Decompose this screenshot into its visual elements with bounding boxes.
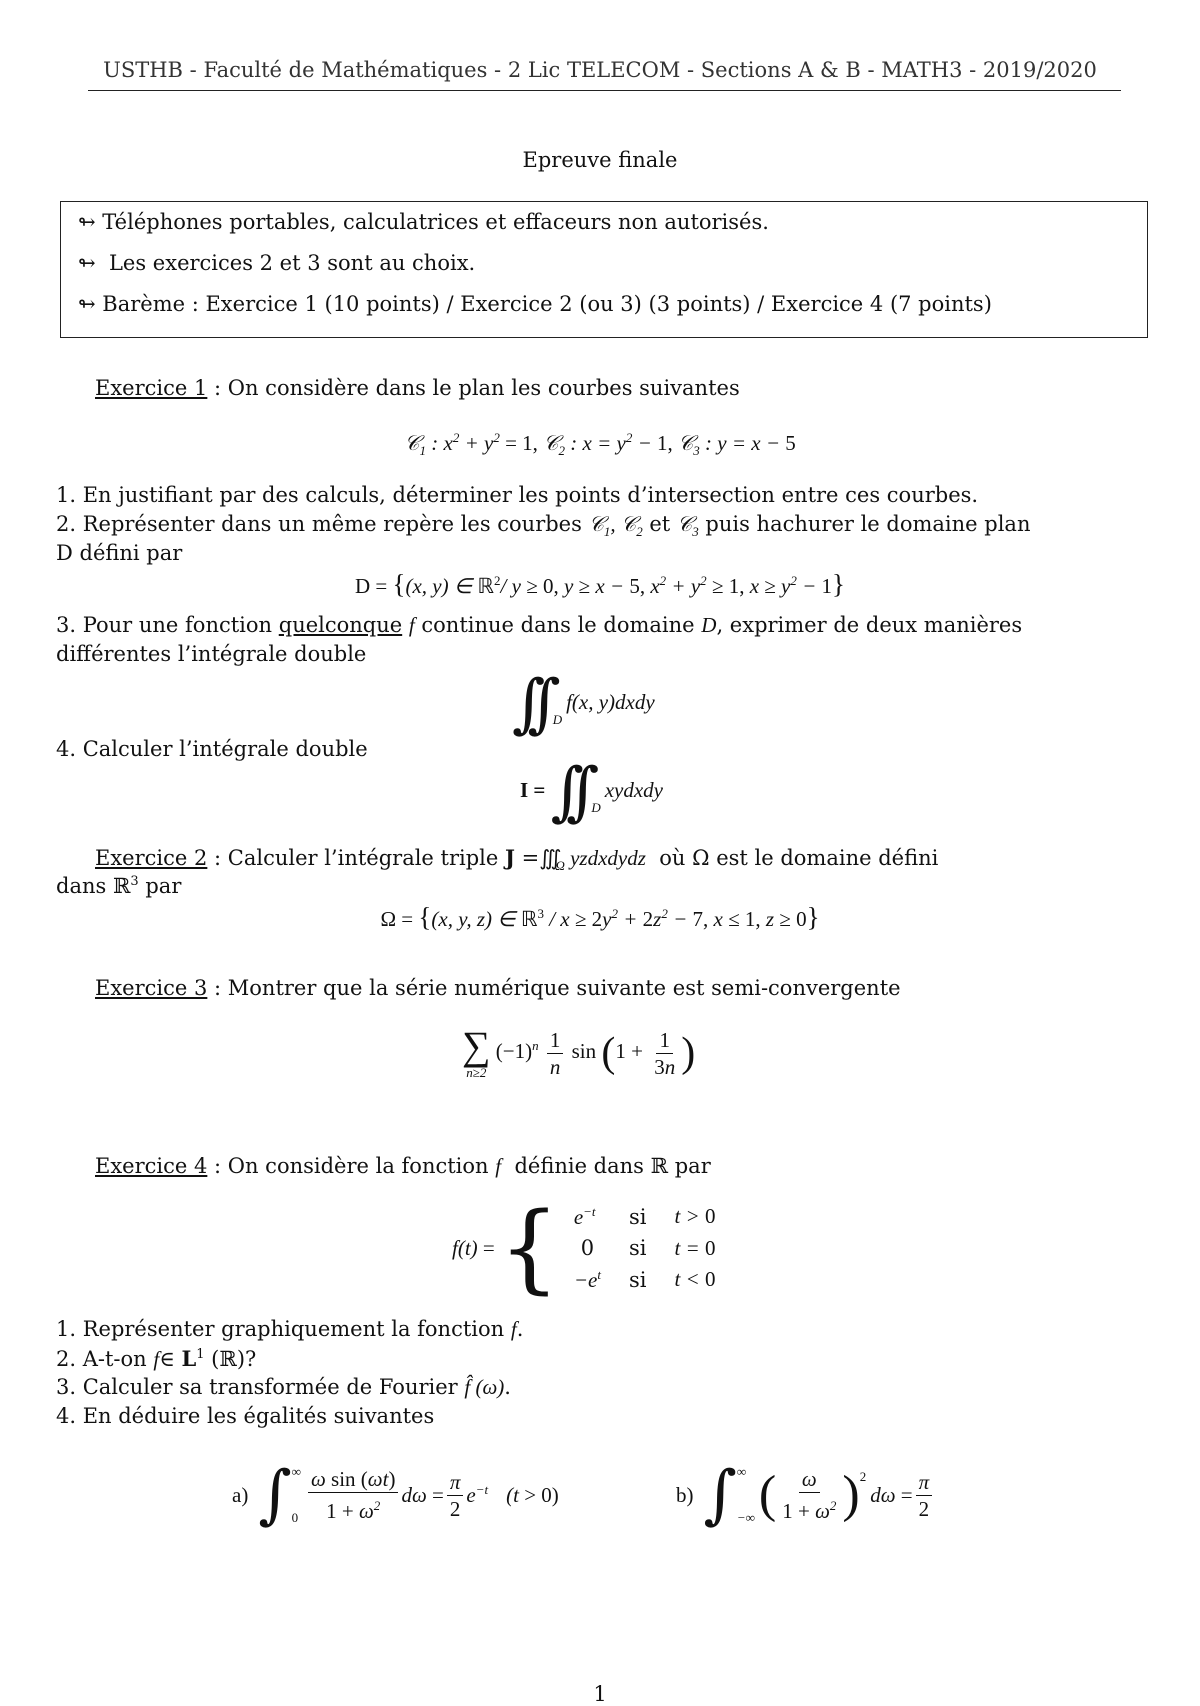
ex1-q1: 1. En justifiant par des calculs, déterminer les points d’intersection entre ces courbes. [56,483,979,507]
ex1-curves: 𝒞$_1$ : $x^2 + y^2 = 1$, 𝒞$_2$ : $x = y^2 - 1$, 𝒞$_3$ : y = x − 5 [404,430,796,459]
ex2-text: Exercice 2 : Calculer l’intégrale triple $J =∭_\Omega$ yzdxdydz où Ω est le domaine défini [95,845,939,874]
ex3-label: Exercice 3 [95,976,208,1000]
instruction-2: ↬ Les exercices 2 et 3 sont au choix. [78,251,476,275]
page-title: Epreuve finale [522,148,678,172]
arrow-icon: ↬ [78,292,96,316]
arrow-icon: ↬ [78,210,96,234]
ex4-equality-b: b) ∫ ∞ −∞ ( $\frac{\omega}{1 + \omega^2}$ ) $^2$ dω = $\frac{\pi}{2}$ [676,1460,935,1530]
ex4-cases: $e^{-t}$ si t > 0 0 si t = 0 $-e^t$ si t < 0 [573,1203,716,1292]
ex1-domain-def: D = {(x, y) ∈ ℝ$^2$/ y ≥ 0, y ≥ x − 5, $x^2 + y^2 \ge 1$, $x \ge y^2 - 1$} [355,569,845,599]
ex4-q1: 1. Représenter graphiquement la fonction f. [56,1317,524,1341]
ex1-label: Exercice 1 [95,376,208,400]
ex4-q4: 4. En déduire les égalités suivantes [56,1404,435,1428]
arrow-icon: ↬ [78,251,96,275]
instructions-box [60,201,1148,338]
ex1-intro: Exercice 1 : On considère dans le plan les courbes suivantes [95,376,740,400]
ex3-series: ∑ n≥2 $(-1)^n$ $\frac{1}{n}$ sin (1 + $\frac{1}{3n}$ ) [462,1023,696,1080]
ex4-equality-a: a) ∫ ∞ 0 $\frac{\text{ω sin (ωt)}}{1 + \omega^2}$ dω = $\frac{\pi}{2}$ $e^{-t}$ (t > 0) [232,1458,559,1532]
ex3-text: Exercice 3 : Montrer que la série numérique suivante est semi-convergente [95,976,901,1000]
ex1-q3: 3. Pour une fonction quelconque f continue dans le domaine D, exprimer de deux manières [56,613,1023,637]
ex4-function-def: f(t) = { $e^{-t}$ si t > 0 0 si t = 0 $-e^t$ si t < 0 [452,1197,729,1299]
ex1-q2: 2. Représenter dans un même repère les courbes 𝒞$_1$, 𝒞$_2$ et 𝒞$_3$ puis hachurer le domaine plan [56,512,1031,540]
ex4-q3: 3. Calculer sa transformée de Fourier f̂ (ω). [56,1375,511,1399]
ex4-label: Exercice 4 [95,1154,208,1178]
ex1-q2-cont: D défini par [56,541,183,565]
ex1-q4: 4. Calculer l’intégrale double [56,737,368,761]
ex2-text-cont: dans ℝ$^3$ par [56,874,182,898]
ex2-domain-def: Ω = {(x, y, z) ∈ ℝ$^3$ / $x \ge 2y^2 + 2z^2 - 7$, x ≤ 1, z ≥ 0} [380,902,820,932]
instruction-1: ↬ Téléphones portables, calculatrices et effaceurs non autorisés. [78,210,769,234]
ex1-q3-cont: différentes l’intégrale double [56,642,367,666]
page-number: 1 [593,1682,607,1706]
ex4-q2: 2. A-t-on f∈ $L^1$ (ℝ)? [56,1346,257,1371]
ex2-label: Exercice 2 [95,846,208,870]
instruction-3: ↬ Barème : Exercice 1 (10 points) / Exercice 2 (ou 3) (3 points) / Exercice 4 (7 points) [78,292,992,316]
ex4-intro: Exercice 4 : On considère la fonction f définie dans ℝ par [95,1154,711,1178]
header-rule [88,90,1121,91]
page-header: USTHB - Faculté de Mathématiques - 2 Lic TELECOM - Sections A & B - MATH3 - 2019/2020 [103,58,1097,82]
ex1-integral-I: I = ∫∫ $_D$xydxdy [520,755,664,829]
ex1-double-integral: ∫∫ $_D$f(x, y)dxdy [512,667,655,741]
